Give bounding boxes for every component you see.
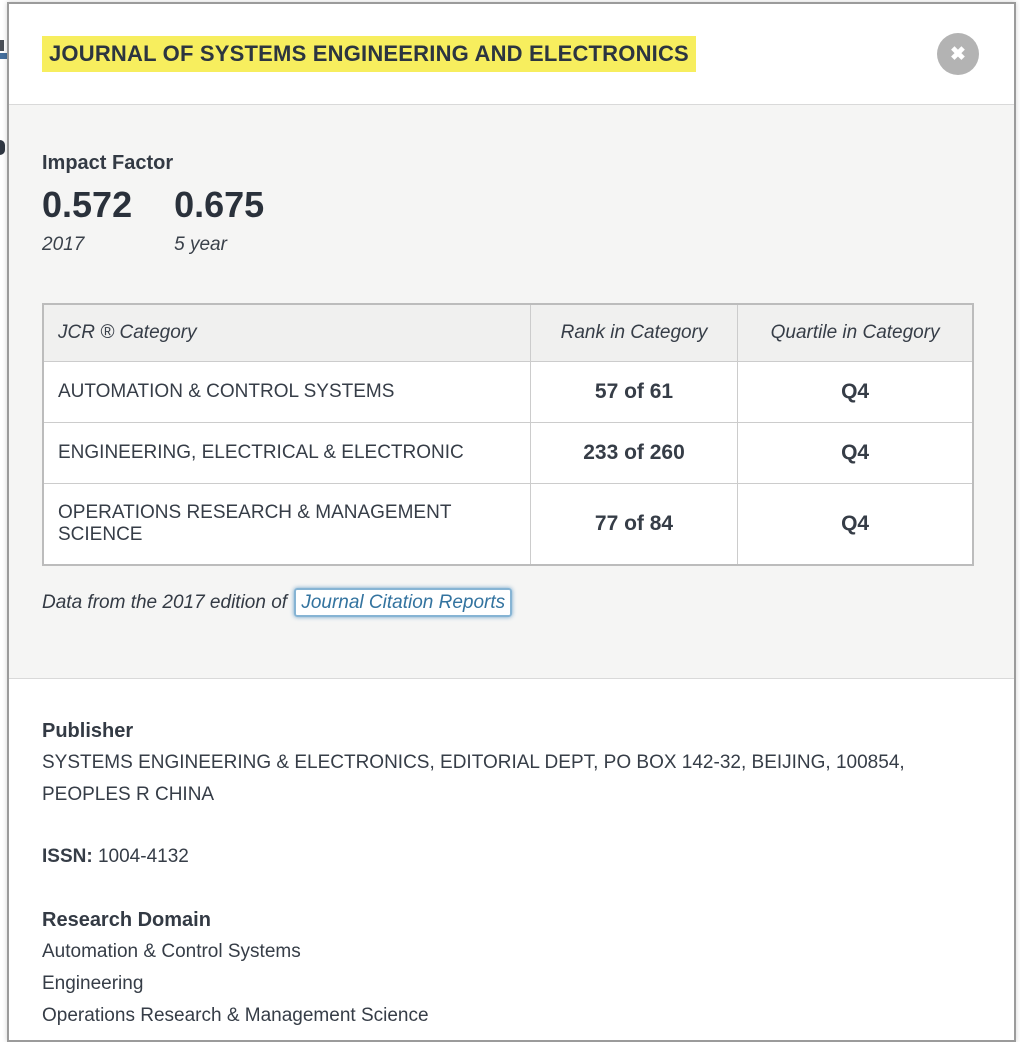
category-cell: AUTOMATION & CONTROL SYSTEMS — [43, 361, 530, 422]
impact-factor-5year-label: 5 year — [174, 233, 227, 255]
quartile-cell: Q4 — [738, 483, 973, 565]
impact-factor-values — [42, 185, 974, 256]
publisher-address: SYSTEMS ENGINEERING & ELECTRONICS, EDITORIAL DEPT, PO BOX 142-32, BEIJING, 100854, PEOPLES R CHINA — [42, 752, 905, 805]
impact-factor-5year-block — [174, 185, 264, 256]
table-row — [43, 483, 973, 565]
column-header-jcr-category: JCR ® Category — [43, 304, 530, 362]
table-row — [43, 422, 973, 483]
issn-row — [42, 841, 974, 873]
table-row — [43, 361, 973, 422]
quartile-cell: Q4 — [738, 361, 973, 422]
research-domain-block — [42, 904, 974, 1032]
close-icon: ✖ — [950, 43, 966, 65]
category-cell: ENGINEERING, ELECTRICAL & ELECTRONIC — [43, 422, 530, 483]
journal-citation-reports-link[interactable]: Journal Citation Reports — [294, 588, 512, 617]
rank-cell: 57 of 61 — [530, 361, 737, 422]
research-domain-item: Engineering — [42, 973, 144, 994]
background-text-fragment — [0, 40, 4, 51]
publisher-heading: Publisher — [42, 720, 134, 742]
rank-cell: 77 of 84 — [530, 483, 737, 565]
issn-label: ISSN: — [42, 846, 93, 867]
impact-factor-5year-value: 0.675 — [174, 184, 265, 225]
close-button[interactable] — [937, 33, 979, 75]
impact-factor-2017-block — [42, 185, 132, 256]
column-header-rank: Rank in Category — [530, 304, 737, 362]
rank-cell: 233 of 260 — [530, 422, 737, 483]
issn-value: 1004-4132 — [97, 846, 189, 867]
impact-factor-2017-label: 2017 — [42, 233, 85, 255]
quartile-cell: Q4 — [738, 422, 973, 483]
impact-factor-heading: Impact Factor — [42, 152, 174, 174]
footnote-text: Data from the 2017 edition of — [42, 591, 288, 613]
background-text-fragment — [0, 140, 5, 155]
journal-title-highlighted: JOURNAL OF SYSTEMS ENGINEERING AND ELECTRONICS — [42, 36, 696, 71]
category-cell: OPERATIONS RESEARCH & MANAGEMENT SCIENCE — [43, 483, 530, 565]
background-link-underline-fragment — [0, 53, 7, 59]
data-source-footnote — [42, 592, 974, 614]
research-domain-item: Automation & Control Systems — [42, 941, 301, 962]
research-domain-item: Operations Research & Management Science — [42, 1005, 429, 1026]
journal-info-modal — [7, 2, 1016, 1042]
table-header-row — [43, 304, 973, 362]
jcr-category-table — [42, 303, 974, 566]
impact-factor-section — [9, 104, 1014, 679]
modal-header — [9, 4, 1014, 104]
column-header-quartile: Quartile in Category — [738, 304, 973, 362]
research-domain-heading: Research Domain — [42, 909, 211, 931]
impact-factor-2017-value: 0.572 — [42, 184, 133, 225]
journal-details-section — [9, 679, 1014, 1032]
